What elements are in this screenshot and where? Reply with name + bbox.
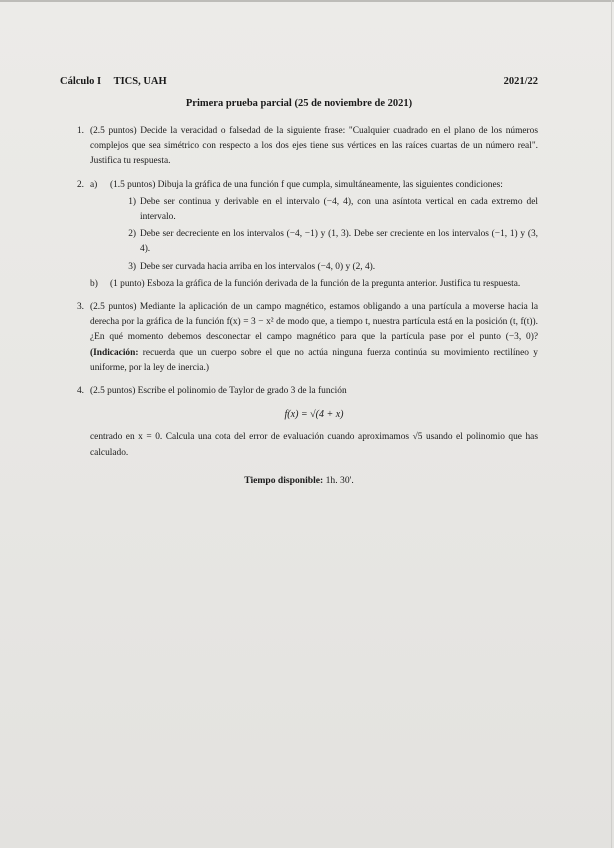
condition-number: 3)	[128, 261, 136, 272]
part-label: a)	[90, 179, 98, 190]
question-number: 4.	[76, 386, 84, 397]
part-a	[90, 178, 538, 193]
condition-item	[114, 227, 538, 257]
condition-number: 2)	[128, 229, 136, 240]
conditions-list	[114, 195, 538, 275]
part-text: (1.5 puntos) Dibuja la gráfica de una función f que cumpla, simultáneamente, las siguientes condiciones:	[110, 179, 503, 190]
questions	[60, 124, 538, 488]
time-label: Tiempo disponible:	[244, 474, 324, 486]
question-text: (2.5 puntos) Escribe el polinomio de Taylor de grado 3 de la función	[90, 386, 347, 397]
question-text-after: centrado en x = 0. Calcula una cota del error de evaluación cuando aproximamos √5 usando el polinomio que has calculado.	[90, 432, 538, 458]
header-left	[60, 76, 177, 87]
part-label: b)	[90, 278, 98, 289]
exam-title: Primera prueba parcial (25 de noviembre de 2021)	[185, 98, 413, 109]
condition-text: Debe ser decreciente en los intervalos (−4, −1) y (1, 3). Debe ser creciente en los intervalos (−1, 1) y (3, 4).	[140, 229, 538, 255]
condition-text: Debe ser curvada hacia arriba en los intervalos (−4, 0) y (2, 4).	[140, 261, 376, 272]
question-number: 1.	[76, 126, 84, 136]
question-number: 3.	[76, 302, 84, 313]
program-name: TICS, UAH	[113, 76, 167, 87]
hint-label: (Indicación:	[90, 347, 139, 358]
question-content	[90, 300, 538, 376]
header	[60, 76, 538, 87]
hint-text: recuerda que un cuerpo sobre el que no actúa ninguna fuerza continúa su movimiento rectilíneo y uniforme, por la ley de inercia.)	[90, 347, 538, 373]
time-available	[60, 473, 538, 488]
page-top-edge	[0, 0, 614, 2]
question-4	[60, 384, 538, 461]
academic-year: 2021/22	[503, 76, 538, 87]
condition-item	[114, 195, 538, 225]
condition-number: 1)	[128, 196, 136, 207]
part-b	[90, 277, 538, 292]
question-text: (2.5 puntos) Mediante la aplicación de un campo magnético, estamos obligando a una partícula a moverse hacia la derecha por la gráfica de la función f(x) = 3 − x² de modo que, a tiempo t, nuestra partícula está en la posición (t, f(t)). ¿En qué momento debemos desconectar el campo magnético para que la partícula pase por el punto (−3, 0)?	[90, 302, 538, 343]
question-content	[90, 178, 538, 292]
page-right-edge	[611, 0, 612, 848]
condition-item	[114, 260, 538, 275]
question-2	[60, 178, 538, 292]
question-text: (2.5 puntos) Decide la veracidad o falsedad de la siguiente frase: "Cualquier cuadrado en el plano de los números complejos que sea simétrico con respecto a los dos ejes tiene sus vértices en las raíces cuartas de un número real". Justifica tu respuesta.	[90, 126, 538, 167]
time-value: 1h. 30'.	[323, 474, 354, 486]
question-1	[60, 124, 538, 170]
condition-text: Debe ser continua y derivable en el intervalo (−4, 4), con una asíntota vertical en cada extremo del intervalo.	[140, 196, 538, 223]
question-content	[90, 384, 538, 461]
part-text: (1 punto) Esboza la gráfica de la función derivada de la función de la pregunta anterior. Justifica tu respuesta.	[110, 278, 521, 289]
taylor-formula: f(x) = √(4 + x)	[284, 409, 344, 421]
course-name: Cálculo I	[60, 76, 102, 87]
question-3	[60, 300, 538, 376]
question-number: 2.	[76, 179, 84, 190]
